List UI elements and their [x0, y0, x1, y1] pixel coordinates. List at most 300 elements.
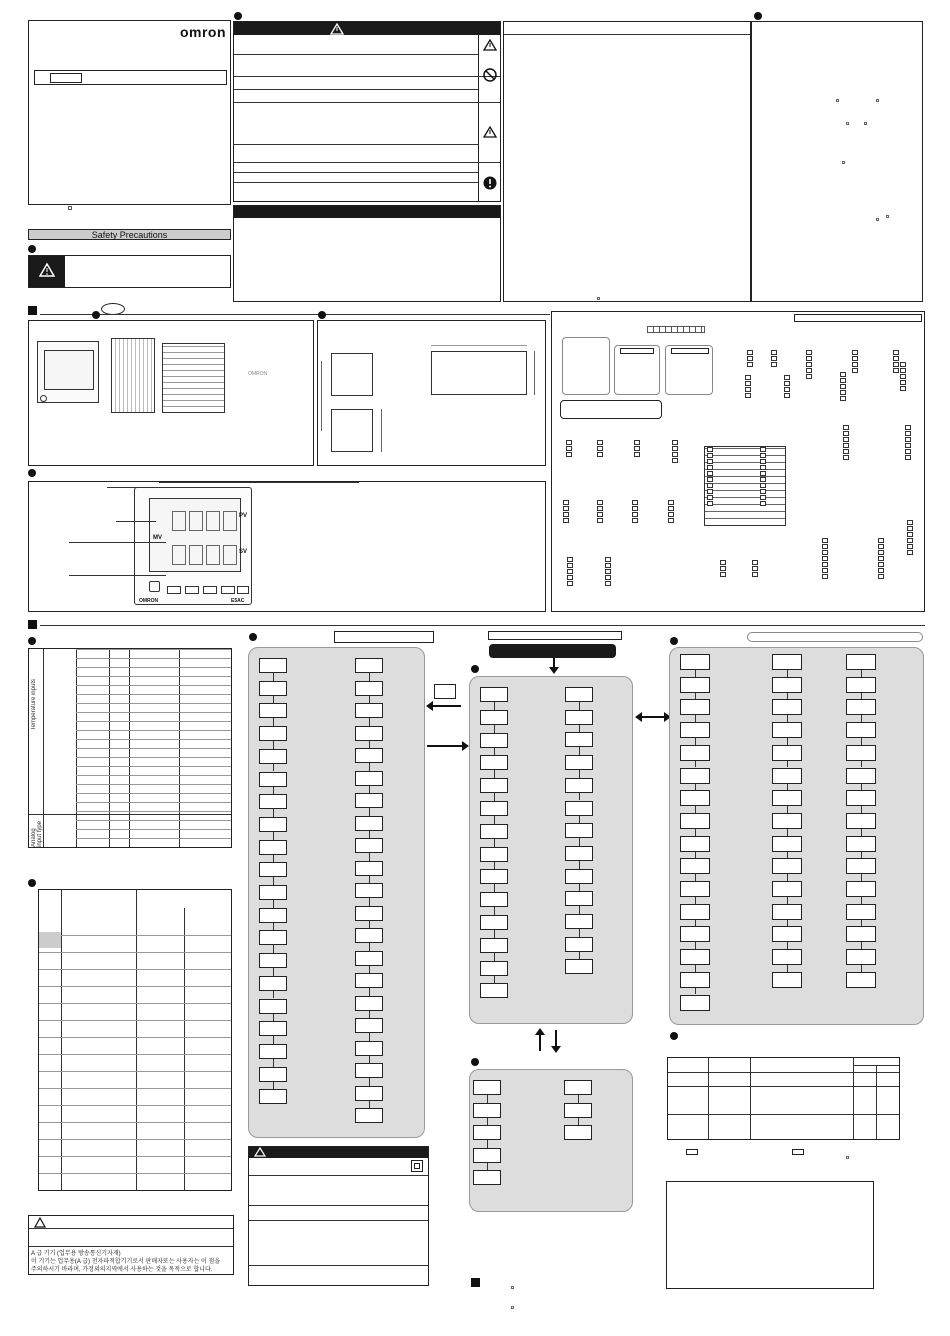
parameter-box [846, 768, 876, 784]
terminal [707, 447, 713, 452]
caution-icon-col [478, 35, 479, 201]
section-bullet [670, 637, 678, 645]
terminal [905, 449, 911, 454]
panel-cutout-box [317, 320, 546, 466]
terminal [707, 477, 713, 482]
parameter-box [259, 976, 287, 991]
model-inner-box [50, 73, 82, 83]
parameter-box [259, 817, 287, 832]
parameter-box [259, 1021, 287, 1036]
parameter-box [565, 937, 593, 952]
input-type-table [28, 648, 232, 848]
parameter-box [680, 677, 710, 693]
terminal [843, 425, 849, 430]
caution-table [233, 21, 501, 202]
parameter-box [259, 658, 287, 673]
parameter-box [565, 959, 593, 974]
parameter-box [355, 951, 383, 966]
terminal [878, 568, 884, 573]
terminal [900, 380, 906, 385]
key-2[interactable] [185, 586, 199, 594]
parameter-box [480, 801, 508, 816]
terminal [760, 471, 766, 476]
terminal [605, 569, 611, 574]
terminal [760, 465, 766, 470]
terminal [567, 581, 573, 586]
parameter-box [680, 813, 710, 829]
key-5[interactable] [237, 586, 249, 594]
flow1-caption [334, 631, 434, 643]
parameter-box [680, 926, 710, 942]
terminal [840, 396, 846, 401]
output-table [38, 889, 232, 1191]
parameter-box [355, 1063, 383, 1078]
parameter-box [259, 794, 287, 809]
terminal [597, 440, 603, 445]
main-terminal-block [704, 446, 786, 526]
wiring-header-bar [794, 314, 922, 322]
terminal [634, 446, 640, 451]
terminal [905, 431, 911, 436]
front-panel-box [28, 481, 546, 612]
parameter-box [680, 722, 710, 738]
warning-triangle-icon [483, 39, 497, 51]
terminal [567, 575, 573, 580]
terminal [907, 538, 913, 543]
section-bullet [28, 469, 36, 477]
terminal [632, 512, 638, 517]
terminal [597, 500, 603, 505]
section-bullet [28, 879, 36, 887]
terminal [843, 449, 849, 454]
terminal [597, 512, 603, 517]
terminal [634, 440, 640, 445]
terminal [632, 518, 638, 523]
terminal [747, 362, 753, 367]
parameter-box [473, 1125, 501, 1140]
safety-precautions-header: Safety Precautions [28, 229, 231, 240]
terminal [806, 350, 812, 355]
terminal [806, 374, 812, 379]
parameter-box [565, 891, 593, 906]
terminal [843, 431, 849, 436]
parameter-box [355, 816, 383, 831]
parameter-box [565, 869, 593, 884]
terminal [822, 538, 828, 543]
warning-triangle-icon [330, 23, 344, 35]
parameter-box [772, 858, 802, 874]
terminal [563, 518, 569, 523]
terminal [632, 500, 638, 505]
flow3-caption [747, 632, 923, 642]
parameter-box [355, 771, 383, 786]
option-panel-3 [665, 345, 713, 395]
parameter-box [680, 995, 710, 1011]
terminal [668, 500, 674, 505]
parameter-box [846, 699, 876, 715]
front-brand: OMRON [139, 598, 159, 604]
terminal [771, 362, 777, 367]
product-box [28, 20, 231, 205]
terminal [760, 495, 766, 500]
terminal [597, 452, 603, 457]
terminal [840, 378, 846, 383]
terminal [720, 572, 726, 577]
caution-header [234, 22, 500, 35]
terminal [893, 356, 899, 361]
parameter-box [846, 972, 876, 988]
parameter-box [355, 1108, 383, 1123]
section-bullet [670, 1032, 678, 1040]
analog-input-label: Analog input type [31, 820, 43, 847]
section-bullet [28, 637, 36, 645]
parameter-box [480, 687, 508, 702]
parameter-box [846, 813, 876, 829]
terminal [893, 362, 899, 367]
parameter-box [564, 1125, 592, 1140]
terminal [567, 563, 573, 568]
terminal [567, 569, 573, 574]
terminal [605, 563, 611, 568]
terminal [893, 350, 899, 355]
terminal [707, 471, 713, 476]
section-square [471, 1278, 480, 1287]
terminal [720, 560, 726, 565]
front-view-drawing [37, 341, 99, 403]
parameter-box [772, 722, 802, 738]
parameter-box [355, 928, 383, 943]
terminal [843, 443, 849, 448]
terminal [760, 489, 766, 494]
mv-label: MV [153, 535, 162, 541]
model-box [34, 70, 227, 85]
terminal [878, 574, 884, 579]
section-square [28, 306, 37, 315]
terminal [707, 501, 713, 506]
parameter-box [259, 681, 287, 696]
option-panel-2 [614, 345, 660, 395]
parameter-box [846, 858, 876, 874]
parameter-box [680, 949, 710, 965]
model-code-boxes [647, 326, 705, 333]
parameter-box [846, 949, 876, 965]
terminal [707, 495, 713, 500]
sv-label: SV [239, 549, 248, 555]
terminal [745, 387, 751, 392]
flow2-start-button[interactable] [489, 644, 616, 658]
option-panel-4 [560, 400, 662, 419]
terminal [784, 381, 790, 386]
pv-label: PV [239, 513, 248, 519]
terminal [747, 350, 753, 355]
parameter-box [565, 846, 593, 861]
section-bullet [249, 633, 257, 641]
terminal [605, 575, 611, 580]
terminal [905, 455, 911, 460]
parameter-box [259, 862, 287, 877]
parameter-box [564, 1103, 592, 1118]
parameter-box [846, 836, 876, 852]
parameter-box [565, 778, 593, 793]
terminal [668, 506, 674, 511]
parameter-box [772, 881, 802, 897]
section-bullet [754, 12, 762, 20]
terminal [852, 350, 858, 355]
terminal [900, 374, 906, 379]
parameter-box [259, 749, 287, 764]
terminal [747, 356, 753, 361]
parameter-box [680, 972, 710, 988]
parameter-box [565, 687, 593, 702]
parameter-box [355, 703, 383, 718]
warning-definition-box [28, 255, 231, 288]
terminal [905, 425, 911, 430]
parameter-box [355, 861, 383, 876]
terminal [852, 368, 858, 373]
parameter-box [565, 755, 593, 770]
parameter-box [259, 953, 287, 968]
terminal [784, 387, 790, 392]
terminal [563, 512, 569, 517]
terminal [632, 506, 638, 511]
warning-triangle-icon [39, 263, 55, 277]
parameter-box [355, 681, 383, 696]
parameter-box [772, 836, 802, 852]
mounting-rect [431, 351, 527, 395]
warning-triangle-icon [483, 126, 497, 138]
parameter-box [846, 904, 876, 920]
section-bullet [234, 12, 242, 20]
parameter-box [846, 654, 876, 670]
flowchart-panel-1 [248, 647, 425, 1138]
terminal [760, 477, 766, 482]
terminal [597, 506, 603, 511]
terminal [634, 452, 640, 457]
terminal [566, 440, 572, 445]
terminal [840, 390, 846, 395]
terminal [878, 562, 884, 567]
terminal [771, 350, 777, 355]
terminal [707, 459, 713, 464]
terminal [745, 381, 751, 386]
parameter-box [772, 904, 802, 920]
terminal [907, 550, 913, 555]
parameter-box [772, 949, 802, 965]
terminal [840, 372, 846, 377]
parameter-box [480, 824, 508, 839]
terminal [720, 566, 726, 571]
terminal [905, 437, 911, 442]
parameter-box [355, 793, 383, 808]
key-3[interactable] [203, 586, 217, 594]
parameter-box [480, 710, 508, 725]
terminal [771, 356, 777, 361]
korean-notice-box [28, 1215, 234, 1275]
parameter-box [473, 1148, 501, 1163]
terminal [907, 532, 913, 537]
key-4[interactable] [221, 586, 235, 594]
parameter-box [355, 748, 383, 763]
parameter-box [480, 892, 508, 907]
side-view-drawing [111, 338, 155, 413]
parameter-box [772, 972, 802, 988]
parameter-box [259, 885, 287, 900]
terminal [597, 518, 603, 523]
parameter-box [355, 838, 383, 853]
terminal [745, 375, 751, 380]
terminal [563, 506, 569, 511]
terminal [806, 362, 812, 367]
terminal [784, 393, 790, 398]
precautions-text-column [503, 21, 751, 302]
parameter-box [565, 710, 593, 725]
parameter-box [355, 1086, 383, 1101]
cutout-rect-1 [331, 353, 373, 396]
parameter-box [772, 926, 802, 942]
parameter-box [772, 813, 802, 829]
flowchart-panel-3 [669, 647, 924, 1025]
terminal [668, 518, 674, 523]
controller-front [134, 487, 252, 605]
terminal [822, 574, 828, 579]
terminal [707, 453, 713, 458]
terminal [806, 368, 812, 373]
parameter-box [680, 904, 710, 920]
parameter-box [355, 906, 383, 921]
terminal [760, 459, 766, 464]
parameter-box [259, 1089, 287, 1104]
parameter-box [259, 999, 287, 1014]
terminal [806, 356, 812, 361]
parameter-box [846, 677, 876, 693]
parameter-box [480, 961, 508, 976]
terminal [822, 568, 828, 573]
section-bullet [92, 311, 100, 319]
parameter-box [565, 914, 593, 929]
terminal [905, 443, 911, 448]
korean-notice-line1: A 급 기기 (업무용 방송통신기자재) [31, 1251, 121, 1257]
precautions-text-column-2 [751, 21, 923, 302]
parameter-box [259, 772, 287, 787]
terminal [822, 556, 828, 561]
terminal [566, 452, 572, 457]
section-bullet [318, 311, 326, 319]
output-row-lines [39, 930, 231, 1190]
terminal [672, 446, 678, 451]
parameter-box [680, 858, 710, 874]
parameter-box [473, 1103, 501, 1118]
section-bullet [471, 1058, 479, 1066]
parameter-box [680, 745, 710, 761]
terminal [605, 557, 611, 562]
terminal [752, 572, 758, 577]
section-square [28, 620, 37, 629]
terminal [668, 512, 674, 517]
spec-table [667, 1057, 900, 1140]
terminal [707, 483, 713, 488]
terminal [878, 556, 884, 561]
terminal [760, 447, 766, 452]
terminal [752, 560, 758, 565]
terminal [907, 526, 913, 531]
option-panel-1 [562, 337, 610, 395]
dimensions-box [28, 320, 314, 466]
terminal [567, 557, 573, 562]
terminal [784, 375, 790, 380]
parameter-box [846, 881, 876, 897]
terminal [852, 356, 858, 361]
parameter-box [259, 908, 287, 923]
terminal [822, 550, 828, 555]
parameter-box [473, 1170, 501, 1185]
parameter-box [480, 915, 508, 930]
key-1[interactable] [167, 586, 181, 594]
caution-box-2 [248, 1146, 429, 1286]
parameter-box [480, 869, 508, 884]
process-icon [434, 684, 456, 699]
terminal [745, 393, 751, 398]
omron-logo: omron [179, 24, 226, 40]
parameter-box [772, 790, 802, 806]
prohibition-icon [483, 68, 497, 82]
parameter-box [565, 732, 593, 747]
precautions-header [234, 206, 500, 218]
front-model: E5AC [231, 598, 245, 604]
parameter-box [846, 790, 876, 806]
cutout-rect-2 [331, 409, 373, 452]
parameter-box [480, 983, 508, 998]
parameter-box [680, 654, 710, 670]
warning-icon-block [29, 256, 65, 287]
terminal [563, 500, 569, 505]
parameter-box [355, 1018, 383, 1033]
terminal [605, 581, 611, 586]
korean-notice-line3: 주의하시기 바라며, 가정외의지역에서 사용하는 것을 목적으로 합니다. [31, 1267, 213, 1273]
terminal [900, 386, 906, 391]
terminal [878, 550, 884, 555]
terminal [760, 483, 766, 488]
parameter-box [680, 836, 710, 852]
flow2-caption [488, 631, 622, 640]
terminal [840, 384, 846, 389]
precautions-box [233, 205, 501, 302]
parameter-box [772, 768, 802, 784]
parameter-box [680, 881, 710, 897]
parameter-box [846, 722, 876, 738]
parameter-box [480, 847, 508, 862]
small-box-mark [68, 206, 72, 210]
terminal [760, 501, 766, 506]
terminal [878, 538, 884, 543]
terminal [672, 452, 678, 457]
parameter-box [680, 790, 710, 806]
parameter-box [355, 996, 383, 1011]
parameter-box [259, 1067, 287, 1082]
section-bullet [28, 245, 36, 253]
warning-triangle-icon [34, 1217, 46, 1228]
parameter-box [565, 823, 593, 838]
parameter-box [772, 677, 802, 693]
parameter-box [846, 926, 876, 942]
terminal [566, 446, 572, 451]
terminal [843, 437, 849, 442]
terminal [852, 362, 858, 367]
notes-box [666, 1181, 874, 1289]
parameter-box [355, 1041, 383, 1056]
parameter-box [259, 840, 287, 855]
parameter-box [355, 973, 383, 988]
parameter-box [355, 883, 383, 898]
